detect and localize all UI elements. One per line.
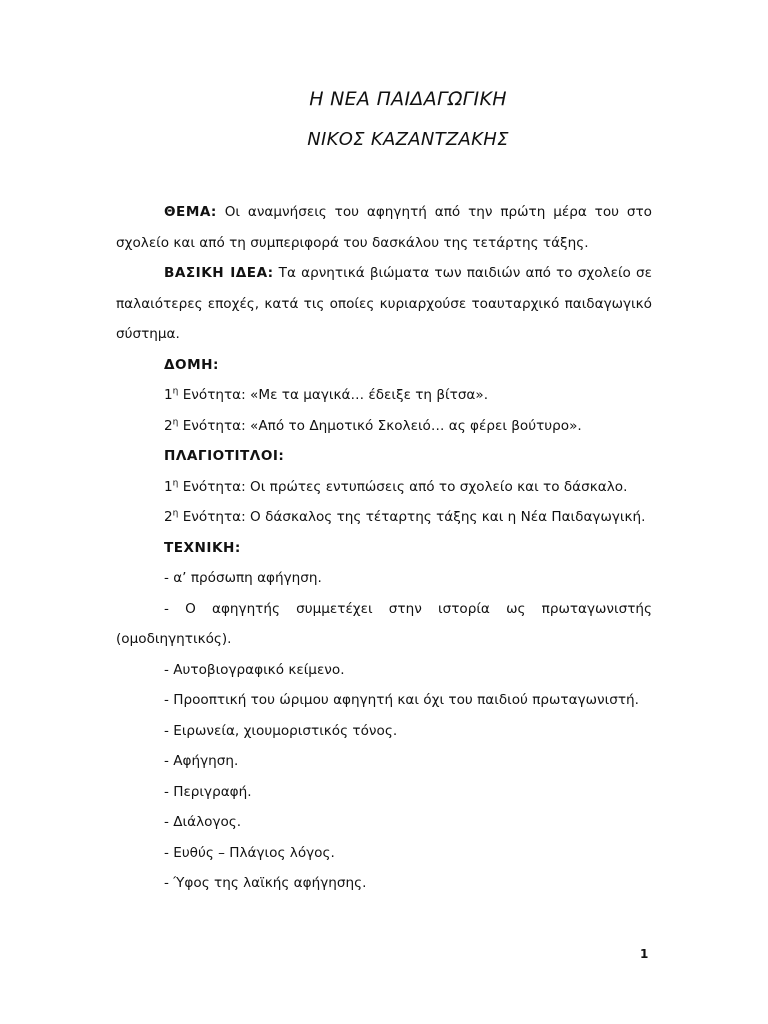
texniki-item: - Αφήγηση. [164, 753, 239, 769]
texniki-item: - Αυτοβιογραφικό κείμενο. [164, 661, 345, 678]
plagiotitloi-item-text: Οι πρώτες εντυπώσεις από το σχολείο και το δάσκαλο. [245, 478, 628, 495]
plagiotitloi-item-number: 2 [164, 509, 173, 525]
domi-label: ΔΟΜΗ: [164, 356, 219, 373]
domi-item [116, 411, 652, 442]
domi-item-label: Ενότητα: [178, 417, 246, 434]
texniki-item: - Ο αφηγητής συμμετέχει στην ιστορία ως πρωταγωνιστής (ομοδιηγητικός). [116, 600, 652, 647]
plagiotitloi-label: ΠΛΑΓΙΟΤΙΤΛΟΙ: [164, 448, 285, 464]
domi-item-label: Ενότητα: [178, 387, 246, 403]
thema-text: Οι αναμνήσεις του αφηγητή από την πρώτη μέρα του στο σχολείο και από τη συμπεριφορά του δασκάλου της τετάρτης τάξης. [116, 204, 652, 251]
texniki-item: - α’ πρόσωπη αφήγηση. [164, 570, 322, 586]
plagiotitloi-item-number: 1 [164, 478, 173, 495]
domi-item-text: «Από το Δημοτικό Σκολειό… ας φέρει βούτυρο». [245, 417, 582, 434]
vasiki-idea-label: ΒΑΣΙΚΗ ΙΔΕΑ: [164, 265, 274, 281]
document-title: Η ΝΕΑ ΠΑΙΔΑΓΩΓΙΚΗ [309, 88, 507, 110]
domi-item-text: «Με τα μαγικά… έδειξε τη βίτσα». [245, 387, 489, 403]
domi-item-number: 1 [164, 387, 173, 403]
texniki-label: ΤΕΧΝΙΚΗ: [164, 539, 241, 556]
plagiotitloi-item-label: Ενότητα: [178, 509, 246, 525]
thema-label: ΘΕΜΑ: [164, 204, 217, 220]
vasiki-idea-text: Τα αρνητικά βιώματα των παιδιών από το σχολείο σε παλαιότερες εποχές, κατά τις οποίες κυριαρχούσε τοαυταρχικό παιδαγωγικό σύστημα. [116, 265, 652, 342]
document-author: ΝΙΚΟΣ ΚΑΖΑΝΤΖΑΚΗΣ [307, 129, 509, 150]
plagiotitloi-heading [116, 441, 652, 472]
domi-heading [116, 350, 652, 381]
texniki-item: - Ειρωνεία, χιουμοριστικός τόνος. [164, 722, 398, 739]
page-number: 1 [640, 947, 649, 961]
texniki-item: - Περιγραφή. [164, 783, 252, 800]
plagiotitloi-item-text: Ο δάσκαλος της τέταρτης τάξης και η Νέα Παιδαγωγική. [245, 509, 646, 525]
plagiotitloi-item-superscript: η [172, 477, 179, 488]
texniki-heading [116, 533, 652, 564]
texniki-item: - Προοπτική του ώριμου αφηγητή και όχι του παιδιού πρωταγωνιστή. [164, 692, 639, 708]
domi-item-number: 2 [164, 417, 173, 434]
plagiotitloi-item-superscript: η [172, 508, 179, 519]
document-body [116, 197, 652, 899]
domi-item-superscript: η [172, 416, 179, 427]
texniki-item: - Ευθύς – Πλάγιος λόγος. [164, 844, 335, 861]
domi-item-superscript: η [172, 386, 179, 397]
vasiki-idea-paragraph [116, 258, 652, 350]
plagiotitloi-item-label: Ενότητα: [178, 478, 246, 495]
domi-item [116, 380, 652, 411]
texniki-item: - Διάλογος. [164, 814, 242, 830]
plagiotitloi-item [116, 472, 652, 503]
texniki-item: - Ύφος της λαϊκής αφήγησης. [164, 875, 367, 891]
thema-paragraph [116, 197, 652, 258]
plagiotitloi-item [116, 502, 652, 533]
